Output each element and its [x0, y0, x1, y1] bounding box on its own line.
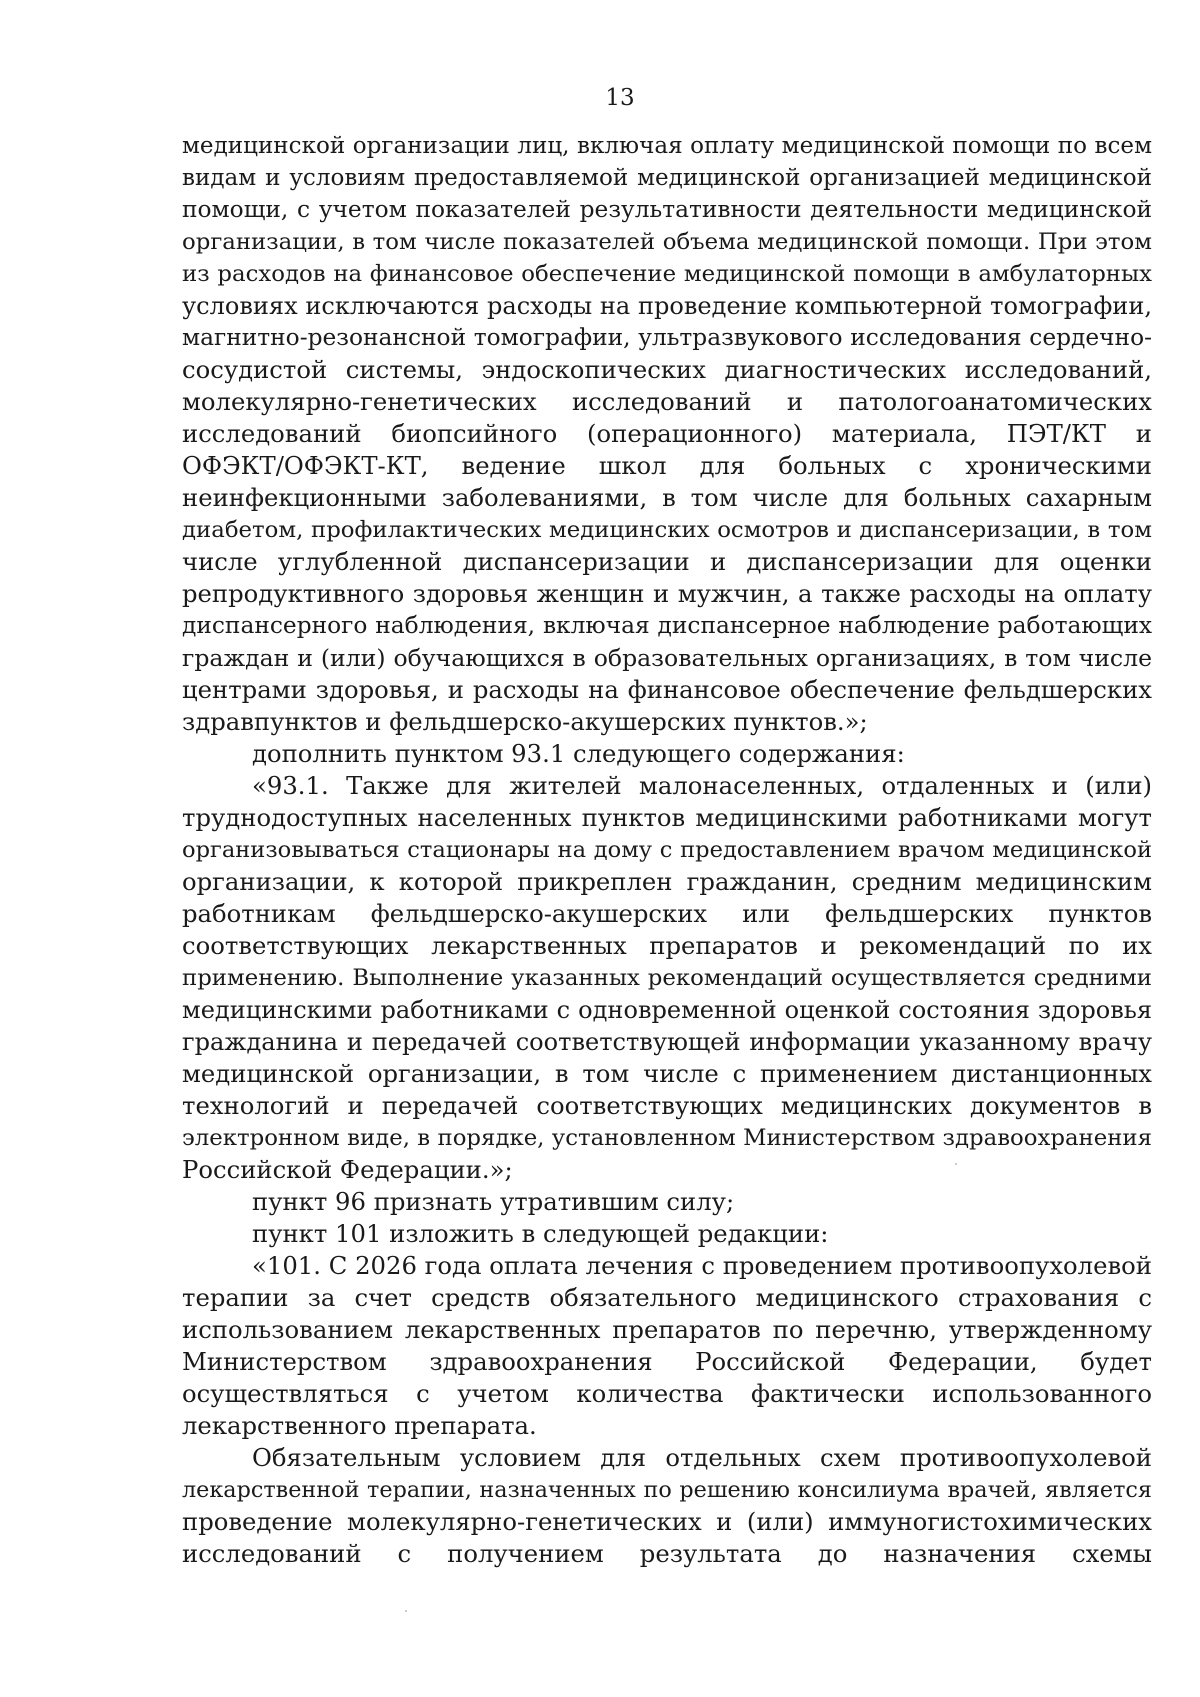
- text-line: центрами здоровья, и расходы на финансовое обеспечение фельдшерских: [182, 675, 1152, 704]
- text-line: пункт 96 признать утратившим силу;: [252, 1187, 735, 1216]
- text-line: дополнить пунктом 93.1 следующего содержания:: [252, 739, 905, 768]
- text-line: Обязательным условием для отдельных схем противоопухолевой: [252, 1443, 1152, 1472]
- text-line: соответствующих лекарственных препаратов и рекомендаций по их: [182, 931, 1152, 960]
- document-body: [182, 130, 1152, 1570]
- paragraph-mandatory-condition: [182, 1442, 1152, 1570]
- text-line: проведение молекулярно-генетических и (или) иммуногистохимических: [182, 1507, 1152, 1536]
- text-line: «93.1. Также для жителей малонаселенных, отдаленных и (или): [252, 771, 1152, 800]
- text-line: магнитно-резонансной томографии, ультразвукового исследования сердечно-: [182, 324, 1152, 351]
- text-line: диабетом, профилактических медицинских осмотров и диспансеризации, в том: [182, 517, 1152, 543]
- text-line: «101. С 2026 года оплата лечения с проведением противоопухолевой: [252, 1251, 1152, 1280]
- text-line: организации, в том числе показателей объема медицинской помощи. При этом: [182, 229, 1152, 255]
- scan-speck: [405, 1610, 407, 1612]
- page-number: 13: [605, 85, 635, 111]
- text-line: из расходов на финансовое обеспечение медицинской помощи в амбулаторных: [182, 261, 1152, 287]
- text-line: исследований с получением результата до назначения схемы: [182, 1539, 1152, 1568]
- text-line: технологий и передачей соответствующих медицинских документов в: [182, 1091, 1152, 1120]
- text-line: медицинской организации, в том числе с применением дистанционных: [182, 1059, 1152, 1088]
- text-line: лекарственной терапии, назначенных по решению консилиума врачей, является: [182, 1477, 1152, 1503]
- text-line: молекулярно-генетических исследований и патологоанатомических: [182, 387, 1152, 416]
- paragraph-continuation: [182, 130, 1152, 738]
- text-line: применению. Выполнение указанных рекомендаций осуществляется средними: [182, 965, 1152, 991]
- text-line: диспансерного наблюдения, включая диспансерное наблюдение работающих: [182, 612, 1152, 639]
- text-line: сосудистой системы, эндоскопических диагностических исследований,: [182, 355, 1152, 384]
- text-line: ОФЭКТ/ОФЭКТ-КТ, ведение школ для больных с хроническими: [182, 451, 1152, 480]
- paragraph-clause-101: [182, 1250, 1152, 1442]
- scan-speck: [955, 1163, 957, 1165]
- text-line: организовываться стационары на дому с предоставлением врачом медицинской: [182, 837, 1152, 863]
- text-line: граждан и (или) обучающихся в образовательных организациях, в том числе: [182, 644, 1152, 672]
- text-line: гражданина и передачей соответствующей информации указанному врачу: [182, 1028, 1152, 1056]
- text-line: труднодоступных населенных пунктов медицинскими работниками могут: [182, 803, 1152, 832]
- text-line: репродуктивного здоровья женщин и мужчин, а также расходы на оплату: [182, 579, 1152, 608]
- text-line: терапии за счет средств обязательного медицинского страхования с: [182, 1283, 1152, 1312]
- text-line: организации, к которой прикреплен гражданин, средним медицинским: [182, 867, 1152, 896]
- text-line: пункт 101 изложить в следующей редакции:: [252, 1219, 829, 1248]
- text-line: видам и условиям предоставляемой медицинской организацией медицинской: [182, 165, 1152, 191]
- text-line: медицинской организации лиц, включая оплату медицинской помощи по всем: [182, 133, 1152, 159]
- text-line: Министерством здравоохранения Российской Федерации, будет: [182, 1347, 1152, 1376]
- text-line: использованием лекарственных препаратов по перечню, утвержденному: [182, 1315, 1152, 1344]
- text-line: электронном виде, в порядке, установленном Министерством здравоохранения: [182, 1125, 1152, 1151]
- text-line: медицинскими работниками с одновременной оценкой состояния здоровья: [182, 996, 1152, 1024]
- paragraph-instruction: [182, 738, 1152, 770]
- paragraph-clause-101-instruction: [182, 1218, 1152, 1250]
- text-line: здравпунктов и фельдшерско-акушерских пунктов.»;: [182, 707, 868, 736]
- text-line: Российской Федерации.»;: [182, 1155, 513, 1184]
- text-line: работникам фельдшерско-акушерских или фельдшерских пунктов: [182, 899, 1152, 928]
- paragraph-clause-93-1: [182, 770, 1152, 1186]
- text-line: осуществляться с учетом количества фактически использованного: [182, 1379, 1152, 1408]
- text-line: неинфекционными заболеваниями, в том числе для больных сахарным: [182, 483, 1152, 512]
- text-line: помощи, с учетом показателей результативности деятельности медицинской: [182, 196, 1152, 223]
- text-line: условиях исключаются расходы на проведение компьютерной томографии,: [182, 292, 1152, 320]
- text-line: исследований биопсийного (операционного) материала, ПЭТ/КТ и: [182, 419, 1152, 448]
- paragraph-clause-96: [182, 1186, 1152, 1218]
- text-line: лекарственного препарата.: [182, 1411, 537, 1440]
- text-line: числе углубленной диспансеризации и диспансеризации для оценки: [182, 547, 1152, 576]
